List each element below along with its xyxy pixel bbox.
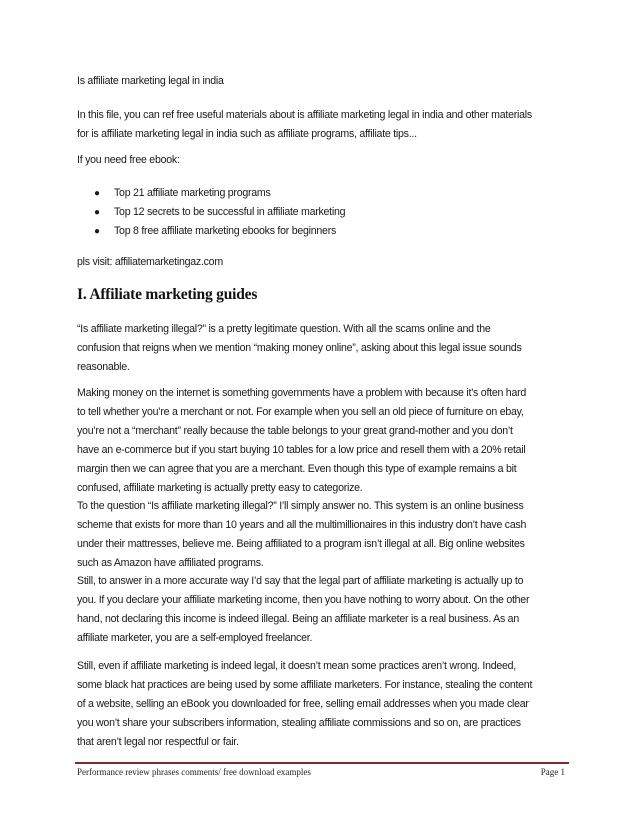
paragraph-line: To the question “Is affiliate marketing illegal?” I’ll simply answer no. This system is an online business (77, 500, 524, 512)
footer-divider (75, 762, 569, 764)
intro-line: for is affiliate marketing legal in india such as affiliate programs, affiliate tips... (77, 128, 417, 140)
intro-line: In this file, you can ref free useful materials about is affiliate marketing legal in india and other materials (77, 109, 532, 121)
page-number: Page 1 (540, 767, 565, 777)
paragraph-line: to tell whether you’re a merchant or not. For example when you sell an old piece of furniture on ebay, (77, 406, 524, 418)
body-paragraph (77, 320, 522, 377)
body-paragraph (77, 384, 526, 498)
paragraph-line: “Is affiliate marketing illegal?” is a pretty legitimate question. With all the scams online and the (77, 323, 491, 335)
paragraph-line: Making money on the internet is something governments have a problem with because it’s often hard (77, 387, 527, 399)
title-line: Is affiliate marketing legal in india (77, 75, 224, 87)
body-paragraph (77, 497, 526, 573)
list-item (77, 203, 345, 222)
paragraph-line: Still, to answer in a more accurate way I’d say that the legal part of affiliate marketing is actually up to (77, 575, 524, 587)
list-item (77, 184, 345, 203)
paragraph-line: under their mattresses, believe me. Being affiliated to a program isn’t illegal at all. Big online websites (77, 538, 525, 550)
paragraph-line: affiliate marketer, you are a self-employed freelancer. (77, 632, 313, 644)
bullet-icon: ● (94, 188, 100, 199)
bullet-icon: ● (94, 226, 100, 237)
list-item-text: Top 21 affiliate marketing programs (114, 187, 271, 199)
paragraph-line: of a website, selling an eBook you downloaded for free, selling email addresses when you made clear (77, 698, 529, 710)
paragraph-line: you won’t share your subscribers information, stealing affiliate commissions and so on, are practices (77, 717, 521, 729)
paragraph-line: confusion that reigns when we mention “making money online”, asking about this legal issue sounds (77, 342, 522, 354)
ebook-list (77, 184, 345, 241)
list-item-text: Top 12 secrets to be successful in affiliate marketing (114, 206, 346, 218)
section-heading: I. Affiliate marketing guides (77, 286, 258, 303)
bullet-icon: ● (94, 207, 100, 218)
body-paragraph (77, 572, 529, 648)
list-item-text: Top 8 free affiliate marketing ebooks for beginners (114, 225, 337, 237)
paragraph-line: that aren’t legal nor respectful or fair. (77, 736, 239, 748)
ebook-prompt: If you need free ebook: (77, 154, 180, 166)
paragraph-line: you. If you declare your affiliate marketing income, then you have nothing to worry about. On the other (77, 594, 530, 606)
paragraph-line: scheme that exists for more than 10 years and all the multimillionaires in this industry don’t have cash (77, 519, 527, 531)
paragraph-line: confused, affiliate marketing is actually pretty easy to categorize. (77, 482, 363, 494)
paragraph-line: Still, even if affiliate marketing is indeed legal, it doesn’t mean some practices aren’t wrong. Indeed, (77, 660, 517, 672)
paragraph-line: have an e-commerce but if you start buying 10 tables for a low price and resell them with a 20% retail (77, 444, 526, 456)
paragraph-line: some black hat practices are being used by some affiliate marketers. For instance, stealing the content (77, 679, 533, 691)
list-item (77, 222, 345, 241)
paragraph-line: reasonable. (77, 361, 130, 373)
footer-text: Performance review phrases comments/ free download examples (77, 767, 311, 777)
visit-line: pls visit: affiliatemarketingaz.com (77, 256, 223, 268)
paragraph-line: margin then we can agree that you are a merchant. Even though this type of example remains a bit (77, 463, 517, 475)
paragraph-line: such as Amazon have affiliated programs. (77, 557, 264, 569)
paragraph-line: you’re not a “merchant” really because the table belongs to your great grand-mother and you don’t (77, 425, 513, 437)
body-paragraph (77, 657, 532, 752)
intro-paragraph (77, 106, 532, 144)
paragraph-line: hand, not declaring this income is indeed illegal. Being an affiliate marketer is a real business. As an (77, 613, 519, 625)
